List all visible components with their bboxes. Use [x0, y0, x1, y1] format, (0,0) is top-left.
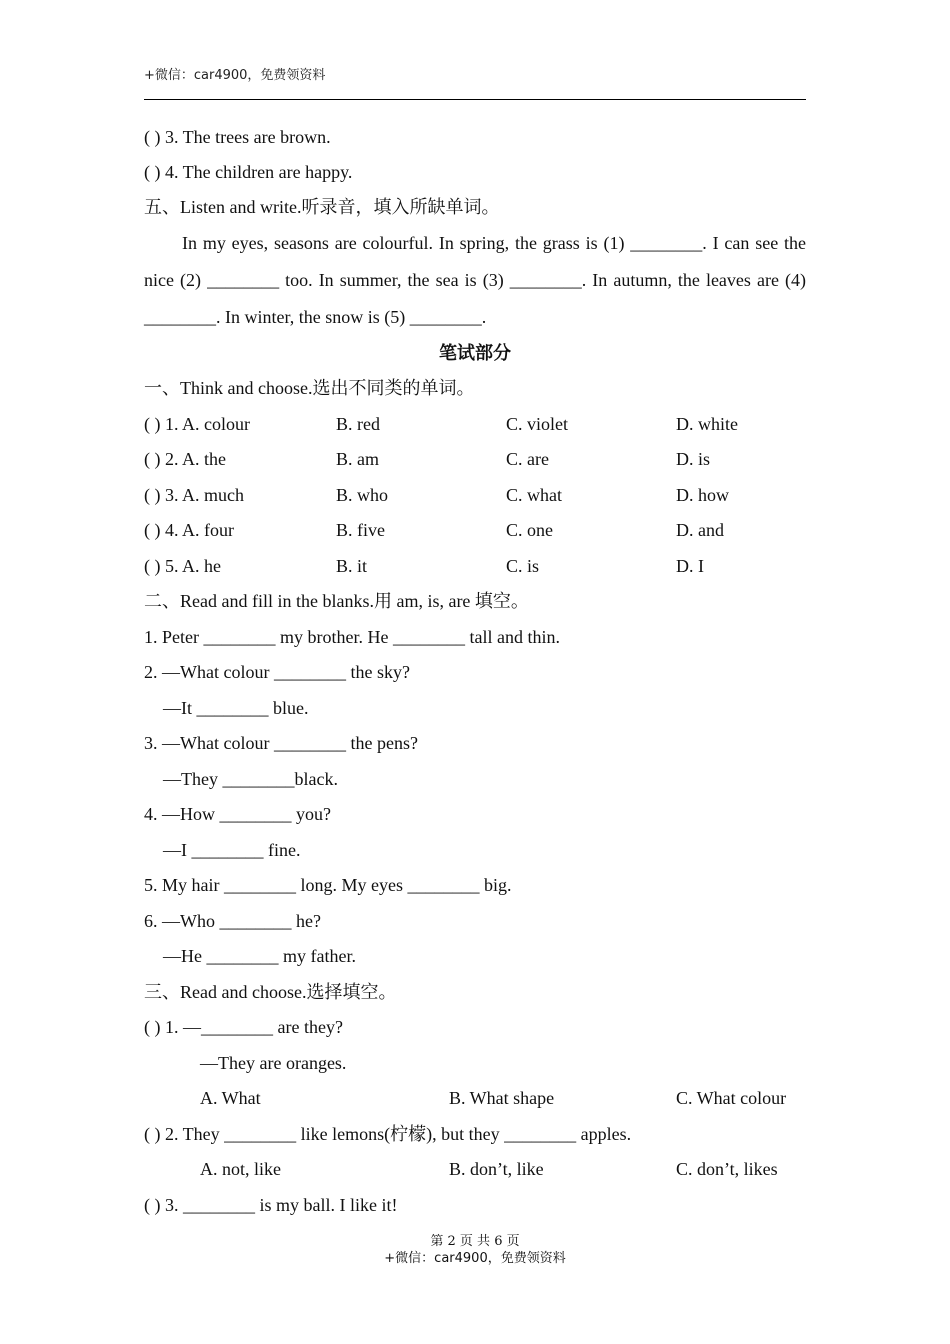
footer-watermark: +微信：car4900，免费领资料 — [384, 1251, 566, 1266]
question-3: ( ) 3. The trees are brown. — [144, 127, 331, 147]
choice-row-4-d: D. and — [676, 520, 724, 540]
choice-row-4-num: ( ) 4. A. four — [144, 520, 234, 540]
choice-row-5-num: ( ) 5. A. he — [144, 556, 221, 576]
page-number: 第 2 页 共 6 页 — [430, 1234, 520, 1249]
choice-row-1-b: B. red — [336, 414, 380, 434]
choice-row-1-num: ( ) 1. A. colour — [144, 414, 250, 434]
choice-row-3-b: B. who — [336, 485, 389, 505]
part-2-title: 二、Read and fill in the blanks.用 am, is, are 填空。 — [144, 591, 529, 611]
section-5-paragraph: In my eyes, seasons are colourful. In spring, the grass is (1) ________. I can see the nice (2) ________ too. In summer, the sea is (3) ________. In autumn, the leaves are (4) ________. In winter, the snow is (5) ________. — [144, 233, 806, 327]
choice-row-2-num: ( ) 2. A. the — [144, 449, 226, 469]
mc-question-2-option-b: B. don’t, like — [449, 1159, 544, 1179]
fill-line-3-reply: —They ________black. — [163, 769, 338, 789]
mc-question-1-option-b: B. What shape — [449, 1088, 555, 1108]
choice-row-3-c: C. what — [506, 485, 562, 505]
mc-question-1-reply: —They are oranges. — [200, 1053, 347, 1073]
choice-row-5-c: C. is — [506, 556, 540, 576]
fill-line-3: 3. —What colour ________ the pens? — [144, 733, 418, 753]
choice-row-5-b: B. it — [336, 556, 368, 576]
fill-line-6-reply: —He ________ my father. — [163, 946, 356, 966]
fill-line-2: 2. —What colour ________ the sky? — [144, 662, 410, 682]
fill-line-6: 6. —Who ________ he? — [144, 911, 321, 931]
mc-question-1: ( ) 1. —________ are they? — [144, 1017, 343, 1037]
section-5-title: 五、Listen and write.听录音，填入所缺单词。 — [144, 197, 500, 217]
mc-question-2-option-c: C. don’t, likes — [676, 1159, 778, 1179]
mc-question-2: ( ) 2. They ________ like lemons(柠檬), but they ________ apples. — [144, 1124, 632, 1144]
fill-line-4: 4. —How ________ you? — [144, 804, 331, 824]
choice-row-2-d: D. is — [676, 449, 711, 469]
question-4: ( ) 4. The children are happy. — [144, 162, 353, 182]
choice-row-4-b: B. five — [336, 520, 385, 540]
choice-row-1-c: C. violet — [506, 414, 568, 434]
choice-row-3-num: ( ) 3. A. much — [144, 485, 244, 505]
fill-line-4-reply: —I ________ fine. — [163, 840, 301, 860]
header-divider — [144, 99, 806, 100]
part-3-title: 三、Read and choose.选择填空。 — [144, 982, 397, 1002]
mc-question-3: ( ) 3. ________ is my ball. I like it! — [144, 1195, 398, 1215]
fill-line-5: 5. My hair ________ long. My eyes ________ big. — [144, 875, 512, 895]
mc-question-1-option-c: C. What colour — [676, 1088, 787, 1108]
choice-row-4-c: C. one — [506, 520, 553, 540]
fill-line-2-reply: —It ________ blue. — [163, 698, 309, 718]
part-1-title: 一、Think and choose.选出不同类的单词。 — [144, 378, 475, 398]
choice-row-1-d: D. white — [676, 414, 738, 434]
choice-row-5-d: D. I — [676, 556, 704, 576]
header-watermark: +微信：car4900，免费领资料 — [144, 68, 326, 83]
choice-row-2-c: C. are — [506, 449, 549, 469]
fill-line-1: 1. Peter ________ my brother. He ________ tall and thin. — [144, 627, 560, 647]
choice-row-3-d: D. how — [676, 485, 729, 505]
choice-row-2-b: B. am — [336, 449, 379, 469]
mc-question-2-option-a: A. not, like — [200, 1159, 281, 1179]
mc-question-1-option-a: A. What — [200, 1088, 261, 1108]
written-part-title: 笔试部分 — [439, 343, 511, 363]
